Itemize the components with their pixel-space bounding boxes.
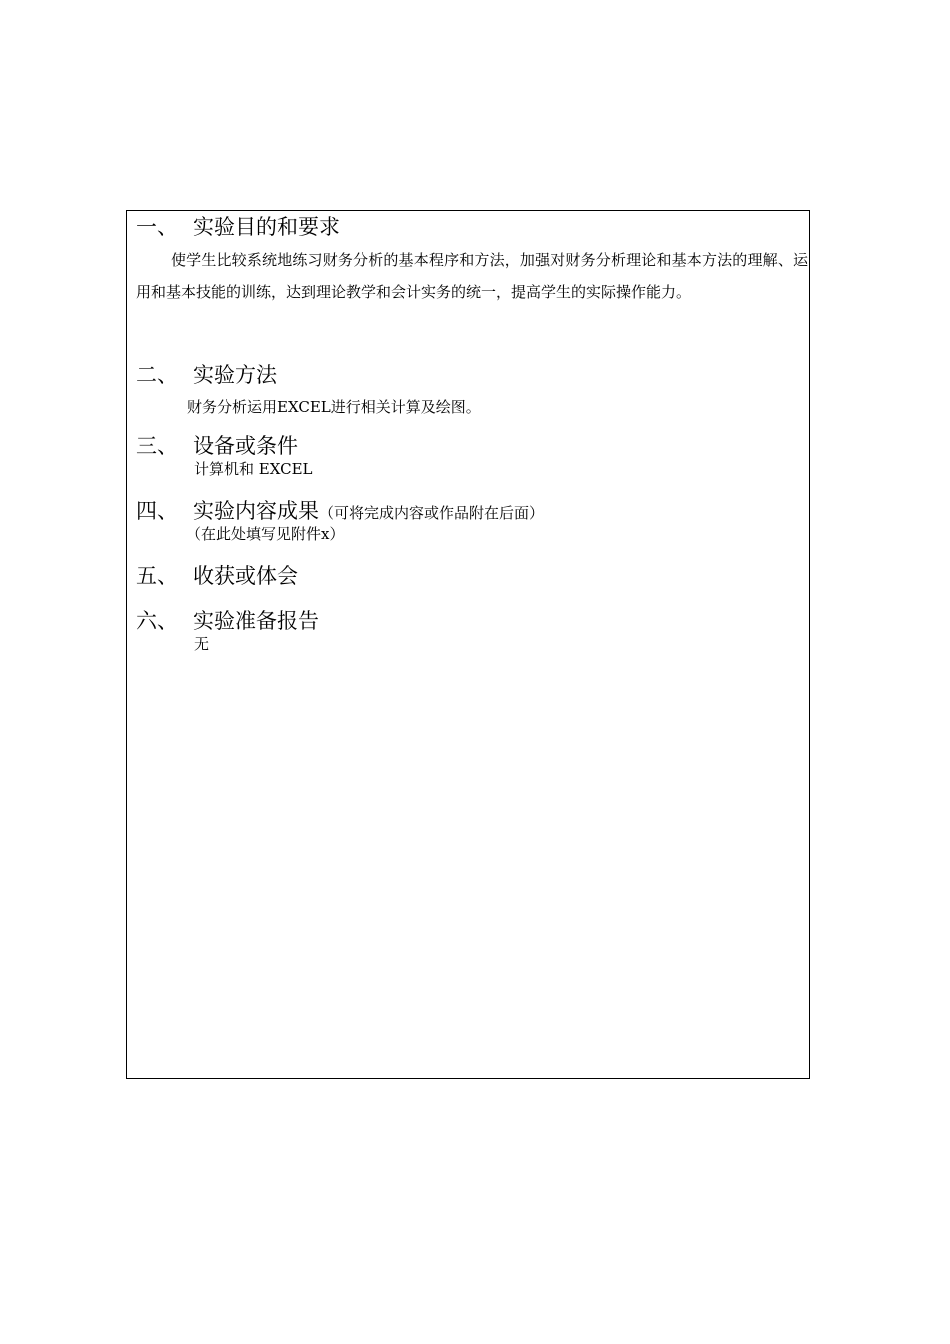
section-4-title: 实验内容成果: [193, 499, 319, 523]
section-3-number: 三、: [136, 434, 178, 458]
section-1-content: 使学生比较系统地练习财务分析的基本程序和方法，加强对财务分析理论和基本方法的理解、运用和基本技能的训练，达到理论教学和会计实务的统一，提高学生的实际操作能力。: [136, 251, 808, 301]
section-5-title: 收获或体会: [193, 564, 298, 588]
section-3-heading: [136, 433, 298, 459]
section-2-number: 二、: [136, 363, 178, 387]
section-6-title: 实验准备报告: [193, 609, 319, 633]
section-1-number: 一、: [136, 215, 178, 239]
section-2-heading: [136, 362, 277, 388]
section-6-number: 六、: [136, 609, 178, 633]
section-6-content: 无: [194, 635, 210, 653]
section-4-content: （在此处填写见附件x）: [186, 525, 345, 543]
section-4-heading: [136, 498, 544, 526]
section-6-heading: [136, 608, 319, 634]
section-3-content: 计算机和 EXCEL: [194, 460, 313, 478]
section-4-note: （可将完成内容或作品附在后面）: [319, 504, 545, 522]
section-1-heading: [136, 214, 340, 240]
section-2-content: 财务分析运用EXCEL进行相关计算及绘图。: [187, 398, 481, 416]
section-1-title: 实验目的和要求: [193, 215, 340, 239]
section-5-heading: [136, 563, 298, 589]
section-2-title: 实验方法: [193, 363, 277, 387]
section-5-number: 五、: [136, 564, 178, 588]
report-frame: [126, 210, 810, 1079]
section-4-number: 四、: [136, 499, 178, 523]
section-3-title: 设备或条件: [193, 434, 298, 458]
